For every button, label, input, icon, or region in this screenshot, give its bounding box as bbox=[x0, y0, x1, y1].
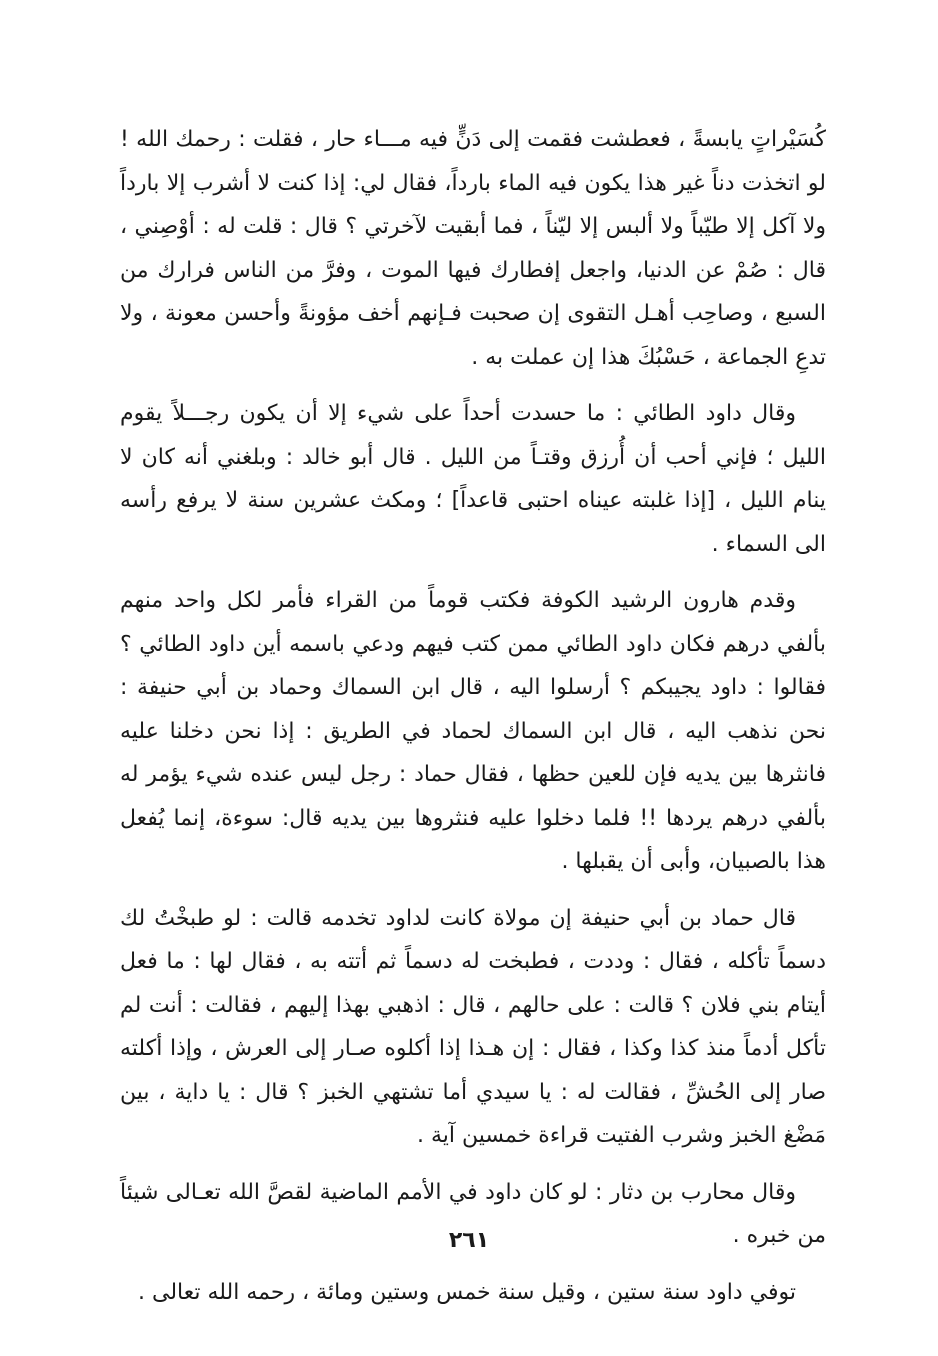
page-number: ٢٦١ bbox=[448, 1228, 490, 1253]
paragraph-4: قال حماد بن أبي حنيفة إن مولاة كانت لداود تخدمه قالت : لو طبخْتُ لك دسماً تأكله ، فقال : وددت ، فطبخت له دسماً ثم أتته به ، فقال لها : ما فعل أيتام بني فلان ؟ قالت : على حالهم ، قال : اذهبي بهذا إليهم ، فقالت : أنت لم تأكل أدماً منذ كذا وكذا ، فقال : إن هـذا إذا أكلوه صـار إلى العرش ، وإذا أكلته صار إلى الحُشِّ ، فقالت له : يا سيدي أما تشتهي الخبز ؟ قال : يا داية ، بين مَضْغ الخبز وشرب الفتيت قراءة خمسين آية . bbox=[120, 905, 826, 1148]
paragraph-3: وقدم هارون الرشيد الكوفة فكتب قوماً من القراء فأمر لكل واحد منهم بألفي درهم فكان داود الطائي ممن كتب فيهم ودعي باسمه أين داود الطائي ؟ فقالوا : داود يجيبكم ؟ أرسلوا اليه ، قال ابن السماك وحماد بن أبي حنيفة : نحن نذهب اليه ، قال ابن السماك لحماد في الطريق : إذا نحن دخلنا عليه فانثرها بين يديه فإن للعين حظها ، فقال حماد : رجل ليس عنده شيء يؤمر له بألفي درهم يردها !! فلما دخلوا عليه فنثروها بين يديه قال: سوءة، إنما يُفعل هذا بالصبيان، وأبى أن يقبلها . bbox=[120, 588, 826, 874]
paragraph-6: توفي داود سنة ستين ، وقيل سنة خمس وستين ومائة ، رحمه الله تعالى . bbox=[138, 1279, 796, 1305]
paragraph-2: وقال داود الطائي : ما حسدت أحداً على شيء إلا أن يكون رجـــلاً يقوم الليل ؛ فإني أحب أن أُرزق وقتـاً من الليل . قال أبو خالد : وبلغني أنه كان لا ينام الليل ، [إذا غلبته عيناه احتبى قاعداً] ؛ ومكث عشرين سنة لا يرفع رأسه الى السماء . bbox=[120, 401, 826, 557]
page-body bbox=[120, 118, 826, 1327]
paragraph-5: وقال محارب بن دثار : لو كان داود في الأمم الماضية لقصَّ الله تعـالى شيئاً من خبره . bbox=[120, 1179, 826, 1248]
paragraph-1: كُسَيْراتٍ يابسةً ، فعطشت فقمت إلى دَنٍّ فيه مـــاء حار ، فقلت : رحمك الله ! لو اتخذت دناً غير هذا يكون فيه الماء بارداً، فقال لي: إذا كنت لا أشرب إلا بارداً ولا آكل إلا طيّباً ولا ألبس إلا ليّناً ، فما أبقيت لآخرتي ؟ قال : قلت له : أوْصِني ، قال : صُمْ عن الدنيا، واجعل إفطارك فيها الموت ، وفرَّ من الناس فرارك من السبع ، وصاحِب أهـل التقوى إن صحبت فـإنهم أخف مؤونةً وأحسن معونة ، ولا تدعِ الجماعة ، حَسْبُكَ هذا إن عملت به . bbox=[120, 127, 826, 370]
